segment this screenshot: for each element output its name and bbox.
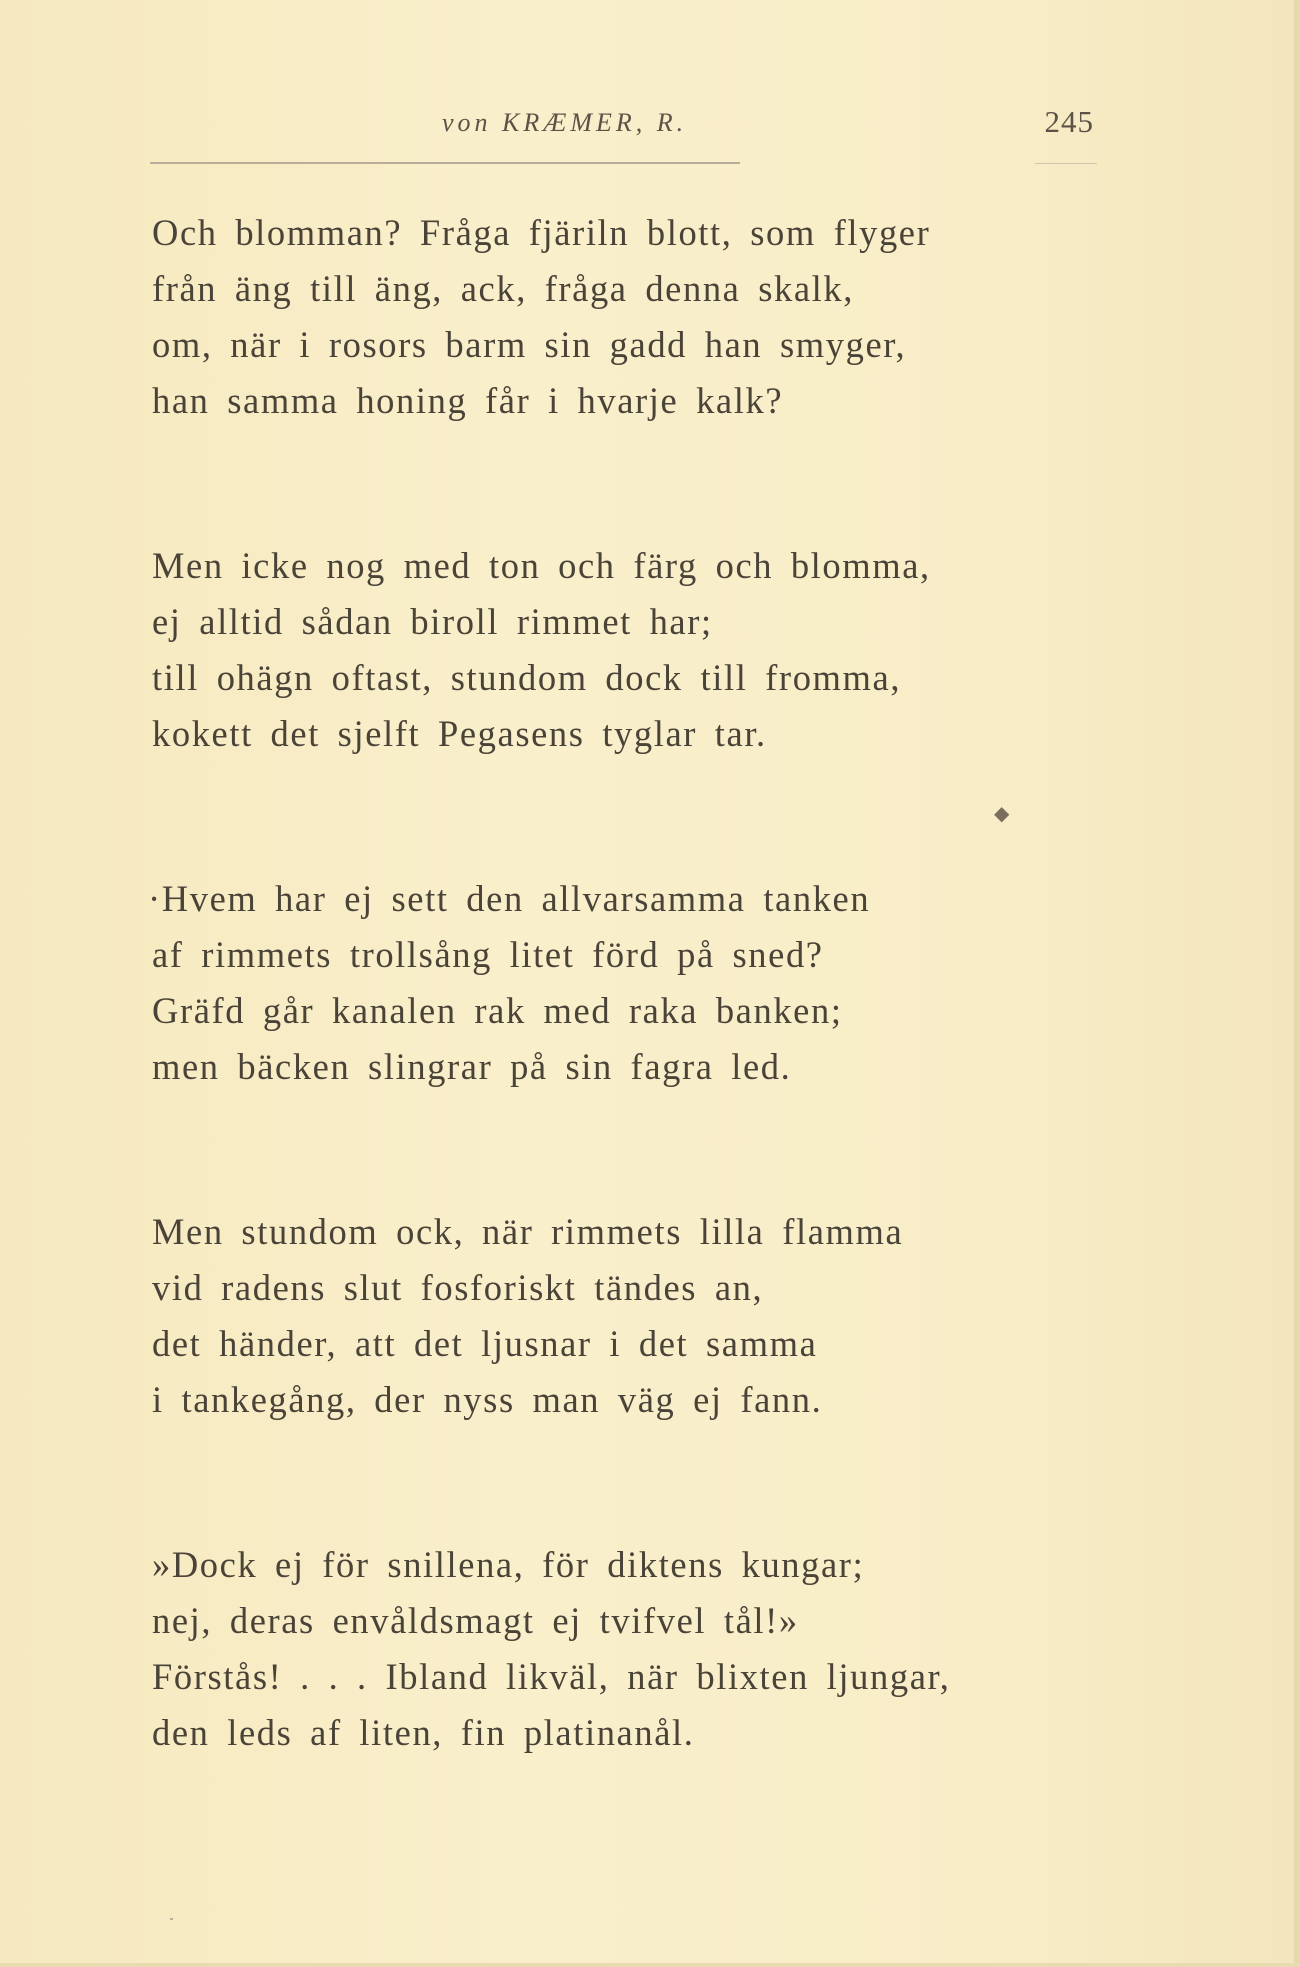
poem-line: till ohägn oftast, stundom dock till fromma, — [152, 657, 902, 698]
poem-line: men bäcken slingrar på sin fagra led. — [152, 1046, 792, 1087]
poem-line: kokett det sjelft Pegasens tyglar tar. — [152, 713, 767, 754]
stanza-3 — [148, 871, 1112, 1095]
page-bottom-edge — [0, 1963, 1300, 1967]
poem — [148, 205, 1112, 1761]
running-head: von KRÆMER, R. — [442, 108, 688, 137]
poem-line: Och blomman? Fråga fjäriln blott, som flyger — [152, 212, 931, 253]
poem-line: Förstås! . . . Ibland likväl, när blixten ljungar, — [152, 1656, 951, 1697]
page-edge — [1294, 0, 1300, 1967]
paper-speck — [170, 1918, 173, 1920]
poem-line: den leds af liten, fin platinanål. — [152, 1712, 695, 1753]
poem-line: i tankegång, der nyss man väg ej fann. — [152, 1379, 823, 1420]
poem-line: ·Hvem har ej sett den allvarsamma tanken — [148, 878, 871, 919]
poem-line: af rimmets trollsång litet förd på sned? — [152, 934, 824, 975]
poem-line: från äng till äng, ack, fråga denna skalk, — [152, 268, 854, 309]
poem-line: ej alltid sådan biroll rimmet har; — [152, 601, 713, 642]
stanza-5 — [152, 1537, 1112, 1761]
poem-line: Men stundom ock, när rimmets lilla flamma — [152, 1211, 904, 1252]
page-number: 245 — [1044, 104, 1094, 139]
poem-line: »Dock ej för snillena, för diktens kungar; — [152, 1544, 865, 1585]
ink-mark-icon: ◆ — [994, 803, 1010, 825]
poem-line: Gräfd går kanalen rak med raka banken; — [152, 990, 843, 1031]
header-rule — [150, 162, 740, 164]
poem-line: han samma honing får i hvarje kalk? — [152, 380, 784, 421]
poem-line: vid radens slut fosforiskt tändes an, — [152, 1267, 764, 1308]
stanza-1 — [152, 205, 1112, 429]
poem-line: om, när i rosors barm sin gadd han smyger, — [152, 324, 907, 365]
poem-line: Men icke nog med ton och färg och blomma, — [152, 545, 931, 586]
poem-line: det händer, att det ljusnar i det samma — [152, 1323, 818, 1364]
header-rule-short — [1035, 163, 1097, 164]
stanza-2 — [152, 538, 1112, 762]
page-header — [150, 100, 1100, 150]
stanza-4 — [152, 1204, 1112, 1428]
poem-line: nej, deras envåldsmagt ej tvifvel tål!» — [152, 1600, 799, 1641]
